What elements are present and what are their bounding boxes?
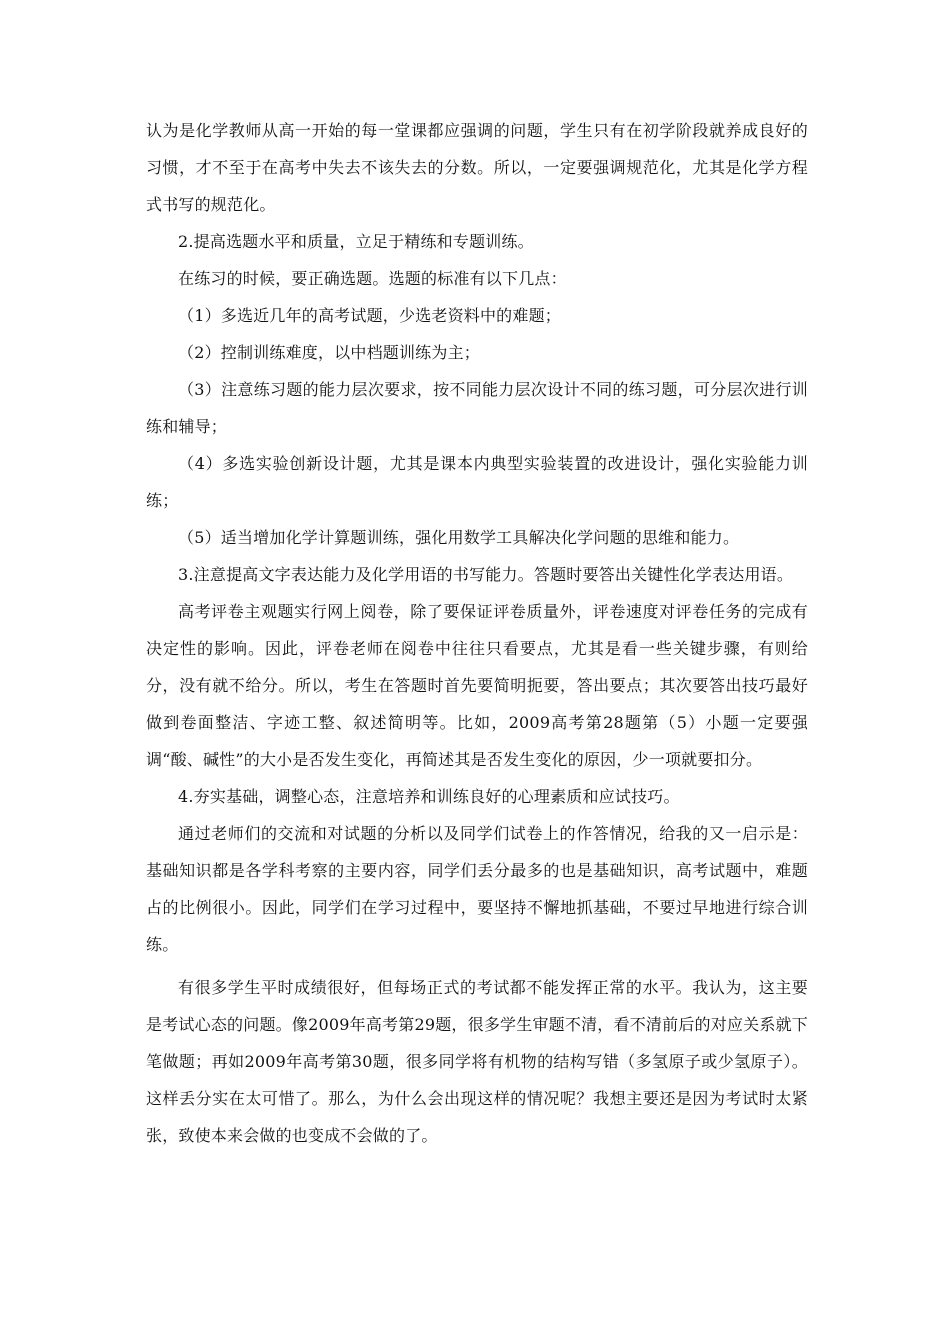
- paragraph-continuation: 认为是化学教师从高一开始的每一堂课都应强调的问题，学生只有在初学阶段就养成良好的习惯，才不至于在高考中失去不该失去的分数。所以，一定要强调规范化，尤其是化学方程式书写的规范化。: [146, 121, 808, 214]
- section-heading-3: 3.注意提高文字表达能力及化学用语的书写能力。答题时要答出关键性化学表达用语。: [178, 565, 794, 584]
- document-body: [146, 112, 808, 1154]
- paragraph-exam-mindset: 有很多学生平时成绩很好，但每场正式的考试都不能发挥正常的水平。我认为，这主要是考试心态的问题。像2009年高考第29题，很多学生审题不清，看不清前后的对应关系就下笔做题；再如2009年高考第30题，很多同学将有机物的结构写错（多氢原子或少氢原子）。这样丢分实在太可惜了。那么，为什么会出现这样的情况呢？我想主要还是因为考试时太紧张，致使本来会做的也变成不会做的了。: [146, 978, 808, 1145]
- list-item-5: （5）适当增加化学计算题训练，强化用数学工具解决化学问题的思维和能力。: [178, 528, 740, 547]
- list-item-3: （3）注意练习题的能力层次要求，按不同能力层次设计不同的练习题，可分层次进行训练和辅导；: [146, 380, 808, 436]
- list-item-1: （1）多选近几年的高考试题，少选老资料中的难题；: [178, 306, 561, 325]
- section-heading-4: 4.夯实基础，调整心态，注意培养和训练良好的心理素质和应试技巧。: [178, 787, 680, 806]
- paragraph-basics: 通过老师们的交流和对试题的分析以及同学们试卷上的作答情况，给我的又一启示是：基础知识都是各学科考察的主要内容，同学们丢分最多的也是基础知识，高考试题中，难题占的比例很小。因此，同学们在学习过程中，要坚持不懈地抓基础，不要过早地进行综合训练。: [146, 824, 808, 954]
- section-heading-2: 2.提高选题水平和质量，立足于精练和专题训练。: [178, 232, 534, 251]
- paragraph-selection-intro: 在练习的时候，要正确选题。选题的标准有以下几点：: [178, 269, 567, 288]
- list-item-4: （4）多选实验创新设计题，尤其是课本内典型实验装置的改进设计，强化实验能力训练；: [146, 454, 808, 510]
- list-item-2: （2）控制训练难度，以中档题训练为主；: [178, 343, 480, 362]
- paragraph-online-marking: 高考评卷主观题实行网上阅卷，除了要保证评卷质量外，评卷速度对评卷任务的完成有决定性的影响。因此，评卷老师在阅卷中往往只看要点，尤其是看一些关键步骤，有则给分，没有就不给分。所以，考生在答题时首先要简明扼要，答出要点；其次要答出技巧最好做到卷面整洁、字迹工整、叙述简明等。比如，2009高考第28题第（5）小题一定要强调“酸、碱性”的大小是否发生变化，再简述其是否发生变化的原因，少一项就要扣分。: [146, 602, 808, 769]
